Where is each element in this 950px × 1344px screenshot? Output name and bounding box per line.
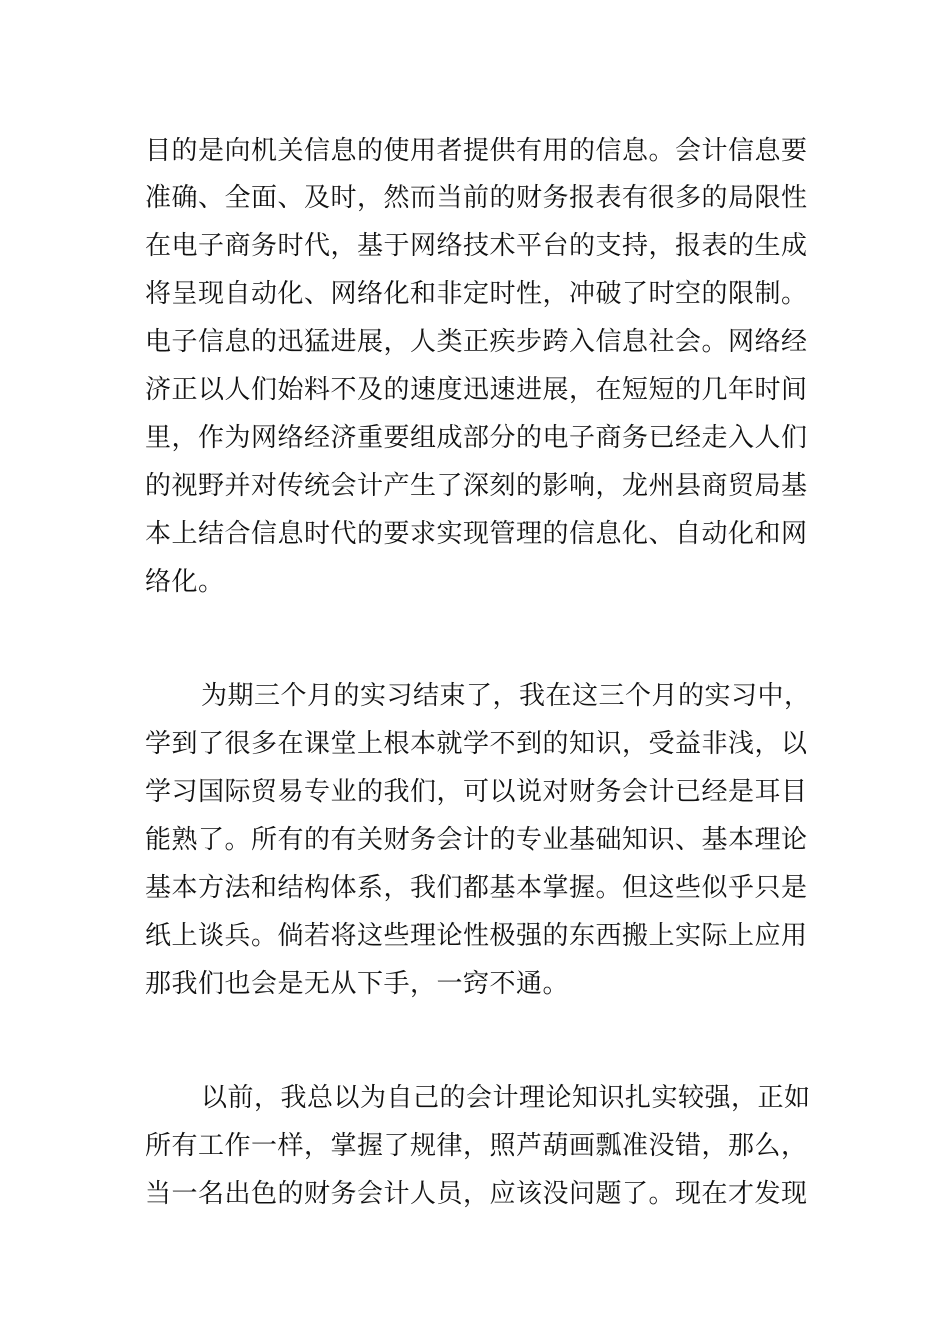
paragraph-2-line-5: 基本方法和结构体系，我们都基本掌握。但这些似乎只是 [145,873,808,903]
paragraph-1-line-1: 目的是向机关信息的使用者提供有用的信息。会计信息要 [145,136,808,166]
paragraph-2-line-2: 学到了很多在课堂上根本就学不到的知识，受益非浅，以 [145,729,808,759]
paragraph-1-line-8: 的视野并对传统会计产生了深刻的影响，龙州县商贸局基 [145,471,808,501]
paragraph-2-line-7: 那我们也会是无从下手，一窍不通。 [145,969,570,999]
paragraph-1-line-2: 准确、全面、及时，然而当前的财务报表有很多的局限性 [145,183,808,213]
paragraph-2-line-1: 为期三个月的实习结束了，我在这三个月的实习中， [201,681,811,711]
paragraph-1-line-5: 电子信息的迅猛进展，人类正疾步跨入信息社会。网络经 [145,327,808,357]
paragraph-1-line-7: 里，作为网络经济重要组成部分的电子商务已经走入人们 [145,423,808,453]
paragraph-3-line-3: 当一名出色的财务会计人员，应该没问题了。现在才发现 [145,1179,808,1209]
paragraph-1-line-10: 络化。 [145,567,225,597]
paragraph-1-line-3: 在电子商务时代，基于网络技术平台的支持，报表的生成 [145,231,808,261]
paragraph-2-line-6: 纸上谈兵。倘若将这些理论性极强的东西搬上实际上应用 [145,921,808,951]
paragraph-3-line-1: 以前，我总以为自己的会计理论知识扎实较强，正如 [201,1083,811,1113]
paragraph-2-line-4: 能熟了。所有的有关财务会计的专业基础知识、基本理论 [145,825,808,855]
paragraph-2-line-3: 学习国际贸易专业的我们，可以说对财务会计已经是耳目 [145,777,808,807]
paragraph-1-line-4: 将呈现自动化、网络化和非定时性，冲破了时空的限制。 [145,279,808,309]
paragraph-1-line-9: 本上结合信息时代的要求实现管理的信息化、自动化和网 [145,519,808,549]
paragraph-3-line-2: 所有工作一样，掌握了规律，照芦葫画瓢准没错，那么， [145,1131,808,1161]
paragraph-1-line-6: 济正以人们始料不及的速度迅速进展，在短短的几年时间 [145,375,808,405]
